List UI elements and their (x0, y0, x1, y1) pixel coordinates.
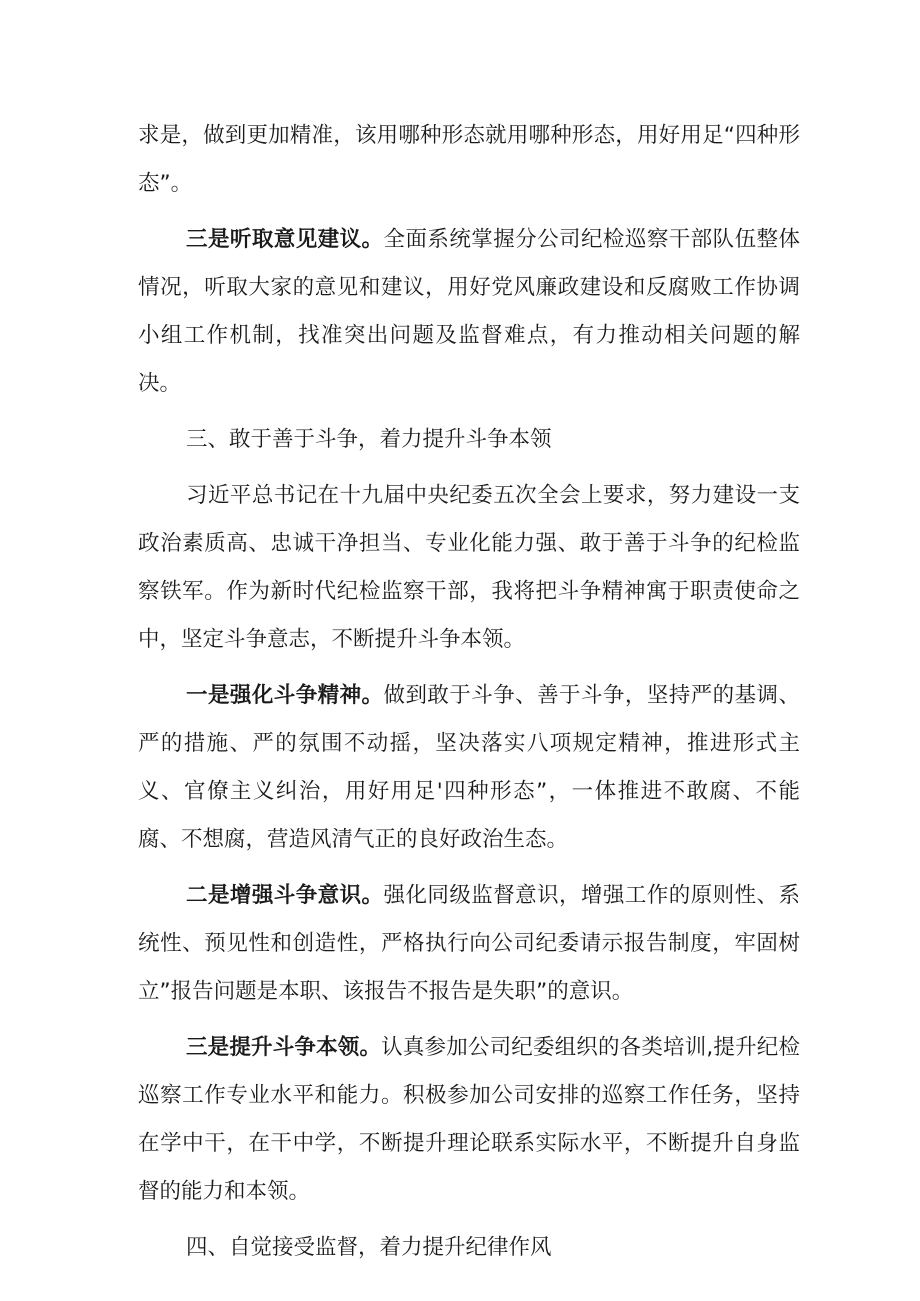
paragraph-lead: 一是强化斗争精神。 (186, 683, 384, 708)
paragraph-text: 全面系统掌握分公司纪检巡察干部队伍整体情况，听取大家的意见和建议，用好党风廉政建设和反腐败工作协调小组工作机制，找准突出问题及监督难点，有力推动相关问题的解决。 (138, 227, 800, 396)
document-page (138, 112, 800, 1272)
paragraph-text: 做到敢于斗争、善于斗争，坚持严的基调、严的措施、严的氛围不动摇，坚决落实八项规定精神，推进形式主义、官僚主义纠治，用好用足'四种形态”，一体推进不敢腐、不能腐、不想腐，营造风清气正的良好政治生态。 (138, 683, 800, 852)
paragraph-text: 强化同级监督意识，增强工作的原则性、系统性、预见性和创造性，严格执行向公司纪委请示报告制度，牢固树立”报告问题是本职、该报告不报告是失职”的意识。 (138, 883, 800, 1004)
paragraph-listen-opinions (138, 216, 800, 408)
paragraph-text: 求是，做到更加精准，该用哪种形态就用哪种形态，用好用足“四种形态”。 (138, 123, 800, 196)
paragraph-struggle-skills (138, 1024, 800, 1216)
paragraph-struggle-awareness (138, 872, 800, 1016)
paragraph-continuation (138, 112, 800, 208)
section-heading-3: 三、敢于善于斗争，着力提升斗争本领 (186, 427, 552, 452)
section-heading-4: 四、自觉接受监督，着力提升纪律作风 (186, 1235, 552, 1260)
paragraph-text: 习近平总书记在十九届中央纪委五次全会上要求，努力建设一支政治素质高、忠诚干净担当、专业化能力强、敢于善于斗争的纪检监察铁军。作为新时代纪检监察干部，我将把斗争精神寓于职责使命之中，坚定斗争意志，不断提升斗争本领。 (138, 483, 800, 652)
paragraph-struggle-intro (138, 472, 800, 664)
paragraph-lead: 二是增强斗争意识。 (186, 883, 384, 908)
paragraph-text: 认真参加公司纪委组织的各类培训,提升纪检巡察工作专业水平和能力。积极参加公司安排的巡察工作任务，坚持在学中干，在干中学，不断提升理论联系实际水平，不断提升自身监督的能力和本领。 (138, 1035, 800, 1204)
paragraph-lead: 三是提升斗争本领。 (186, 1035, 382, 1060)
paragraph-lead: 三是听取意见建议。 (186, 227, 384, 252)
paragraph-struggle-spirit (138, 672, 800, 864)
